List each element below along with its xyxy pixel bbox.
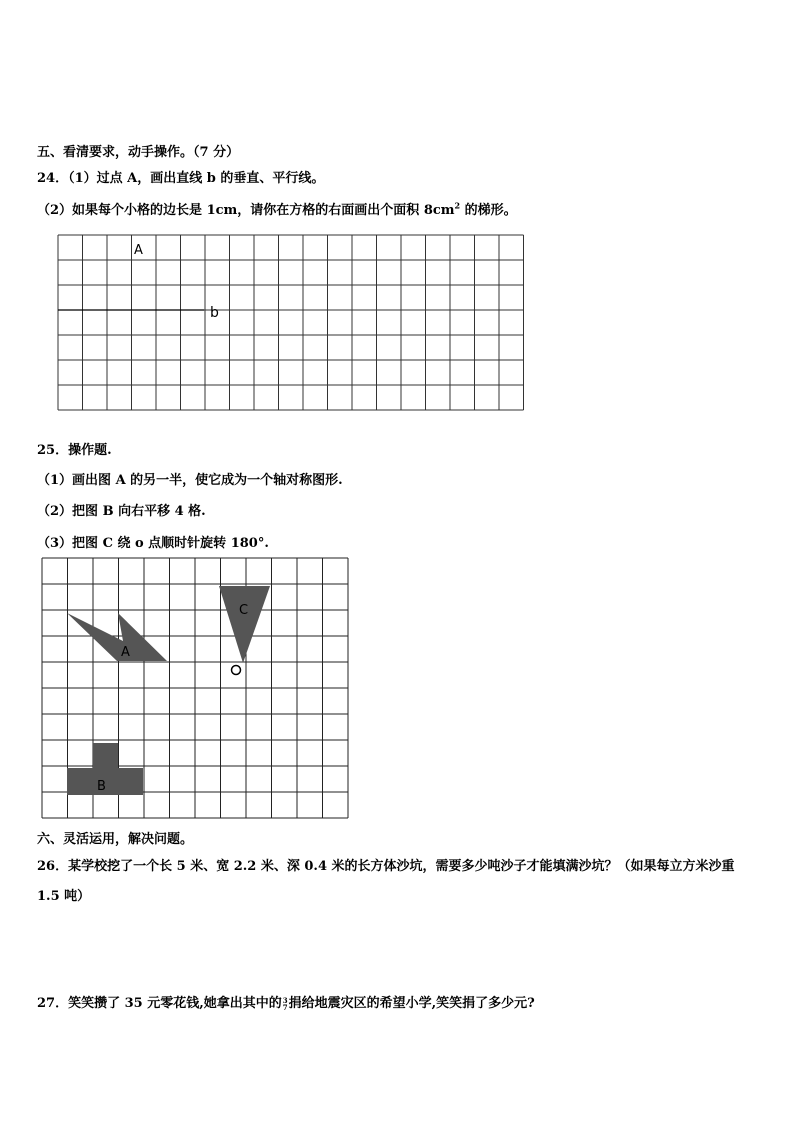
question-25-item-3: （3）把图 C 绕 o 点顺时针旋转 180°. <box>37 536 269 551</box>
grid-label-b: b <box>210 305 219 321</box>
figure-a-label: A <box>121 645 130 660</box>
grid-label-a: A <box>134 243 143 258</box>
figure-a <box>67 613 167 661</box>
fraction-three-sevenths <box>283 997 288 1011</box>
section-5-heading: 五、看清要求，动手操作。（7 分） <box>37 145 240 160</box>
question-27-suffix: 捐给地震灾区的希望小学,笑笑捐了多少元? <box>288 996 535 1011</box>
question-26-line-2: 1.5 吨） <box>37 889 91 904</box>
point-o <box>232 666 241 675</box>
question-27-text: 27．笑笑攒了 35 元零花钱,她拿出其中的 <box>37 996 282 1011</box>
question-26-line-1: 26．某学校挖了一个长 5 米、宽 2.2 米、深 0.4 米的长方体沙坑，需要多少吨沙子才能填满沙坑？（如果每立方米沙重 <box>37 859 735 874</box>
section-6-heading: 六、灵活运用，解决问题。 <box>37 832 194 847</box>
fraction-denominator: 7 <box>282 1002 288 1012</box>
question-24-grid <box>54 232 529 414</box>
question-25-grid <box>40 556 356 824</box>
question-24-part-2-text: （2）如果每个小格的边长是 1cm，请你在方格的右面画出个面积 8cm <box>37 203 455 218</box>
question-24-part-1: 24．（1）过点 A，画出直线 b 的垂直、平行线。 <box>37 171 325 186</box>
question-25-title: 25．操作题. <box>37 443 112 458</box>
figure-c-label: C <box>239 603 249 618</box>
question-25-item-2: （2）把图 B 向右平移 4 格. <box>37 504 206 519</box>
superscript-2: 2 <box>454 200 461 211</box>
figure-c <box>219 586 270 663</box>
question-24-part-2-suffix: 的梯形。 <box>460 203 517 218</box>
question-25-item-1: （1）画出图 A 的另一半，使它成为一个轴对称图形. <box>37 473 343 488</box>
figure-b-label: B <box>97 779 106 794</box>
question-24-part-2 <box>37 199 517 218</box>
question-27 <box>37 992 535 1011</box>
fraction-numerator: 3 <box>282 995 288 1005</box>
